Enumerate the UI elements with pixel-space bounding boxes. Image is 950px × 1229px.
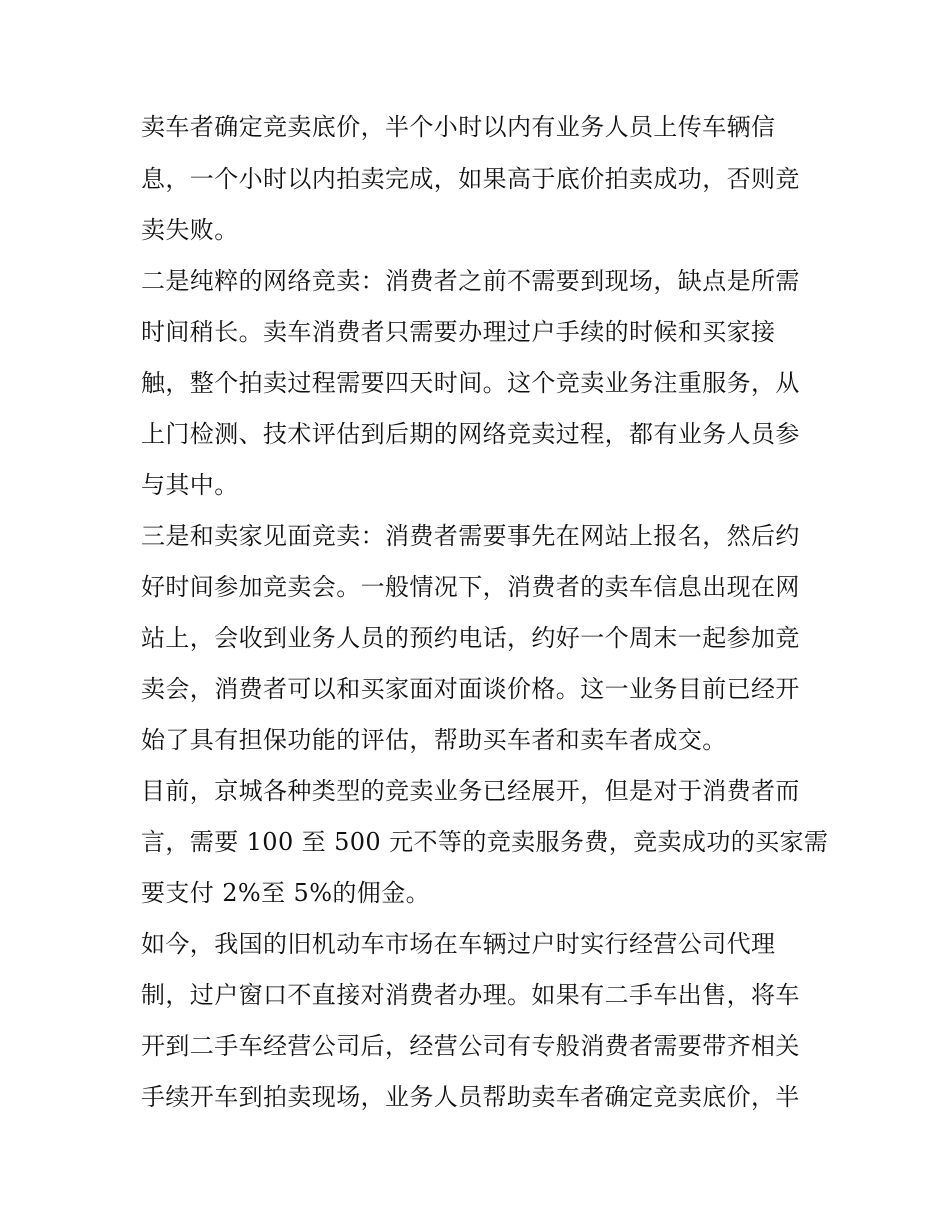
text-line: 与其中。 (141, 471, 239, 499)
text-line: 卖失败。 (141, 216, 239, 244)
text-line: 三是和卖家见面竞卖：消费者需要事先在网站上报名，然后约 (141, 522, 800, 550)
text-line: 上门检测、技术评估到后期的网络竞卖过程，都有业务人员参 (141, 420, 800, 448)
text-line: 卖会，消费者可以和买家面对面谈价格。这一业务目前已经开 (141, 675, 800, 703)
text-line: 制，过户窗口不直接对消费者办理。如果有二手车出售，将车 (141, 981, 800, 1009)
text-line: 好时间参加竞卖会。一般情况下，消费者的卖车信息出现在网 (141, 573, 800, 601)
text-line: 触，整个拍卖过程需要四天时间。这个竞卖业务注重服务，从 (141, 369, 800, 397)
text-line: 站上，会收到业务人员的预约电话，约好一个周末一起参加竞 (141, 624, 800, 652)
text-line: 息，一个小时以内拍卖完成，如果高于底价拍卖成功，否则竞 (141, 165, 800, 193)
text-line: 如今，我国的旧机动车市场在车辆过户时实行经营公司代理 (141, 930, 776, 958)
text-line: 要支付 2%至 5%的佣金。 (141, 879, 431, 907)
text-line: 手续开车到拍卖现场，业务人员帮助卖车者确定竞卖底价，半 (141, 1083, 800, 1111)
text-line: 开到二手车经营公司后，经营公司有专般消费者需要带齐相关 (141, 1032, 800, 1060)
text-line: 目前，京城各种类型的竞卖业务已经展开，但是对于消费者而 (141, 777, 800, 805)
text-line: 时间稍长。卖车消费者只需要办理过户手续的时候和买家接 (141, 318, 776, 346)
text-line: 始了具有担保功能的评估，帮助买车者和卖车者成交。 (141, 726, 727, 754)
text-line: 卖车者确定竞卖底价，半个小时以内有业务人员上传车辆信 (141, 113, 776, 141)
text-line: 二是纯粹的网络竞卖：消费者之前不需要到现场，缺点是所需 (141, 267, 800, 295)
text-line: 言，需要 100 至 500 元不等的竞卖服务费，竞卖成功的买家需 (141, 828, 829, 856)
